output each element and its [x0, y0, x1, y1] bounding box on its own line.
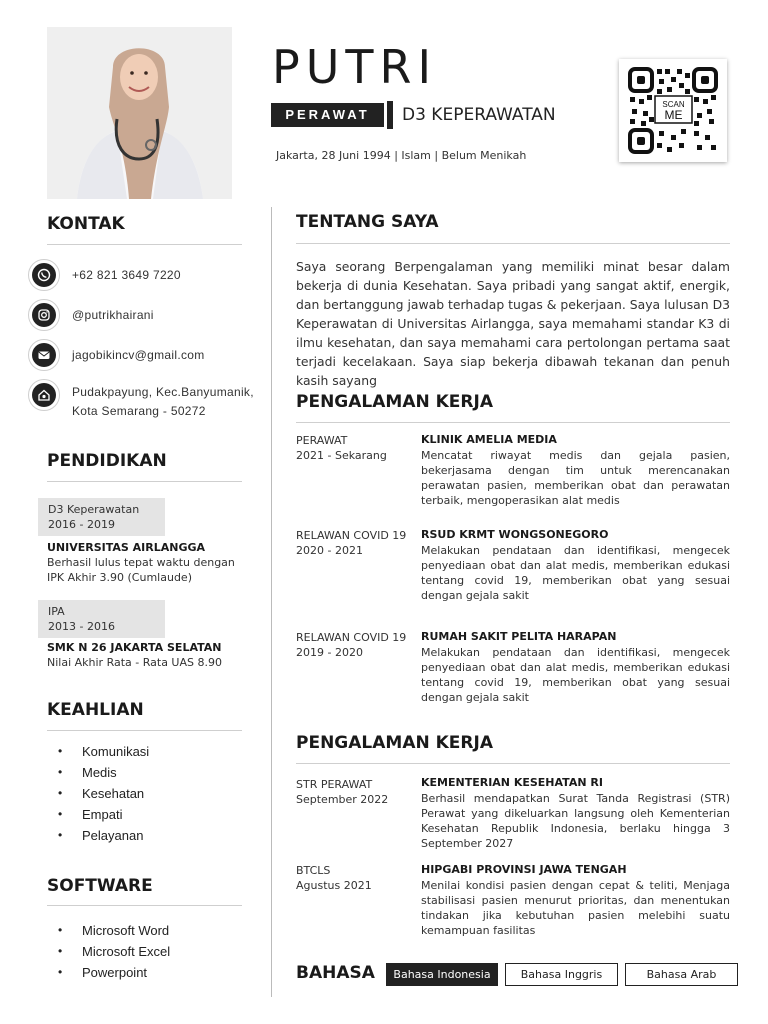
- skill-item: • Kesehatan: [58, 786, 149, 807]
- contact-address-icon-wrap: [28, 379, 60, 411]
- experience-company: RUMAH SAKIT PELITA HARAPAN: [421, 630, 617, 643]
- experience-period: 2021 - Sekarang: [296, 449, 387, 462]
- certification-date: September 2022: [296, 793, 389, 806]
- home-location-icon: [37, 388, 51, 402]
- experience-position: RELAWAN COVID 19: [296, 529, 407, 542]
- experience-desc: Melakukan pendataan dan identifikasi, mengecek penyediaan obat dan alat medis, memberikan edukasi tentang covid 19, memberikan obat yang sesuai dengan gejala sakit: [421, 544, 730, 602]
- certification-date: Agustus 2021: [296, 879, 372, 892]
- languages-heading: BAHASA: [296, 963, 375, 983]
- person-name: PUTRI: [272, 40, 438, 94]
- education-desc-1-line1: Berhasil lulus tepat waktu dengan: [47, 556, 235, 569]
- experience-position: RELAWAN COVID 19: [296, 631, 407, 644]
- about-heading: TENTANG SAYA: [296, 212, 439, 232]
- contact-rule: [47, 244, 242, 245]
- education-major-2: IPA: [48, 605, 65, 618]
- contact-address-line1: Pudakpayung, Kec.Banyumanik,: [72, 385, 254, 399]
- education-years-1: 2016 - 2019: [48, 518, 115, 531]
- skill-item: • Pelayanan: [58, 828, 149, 849]
- personal-info-line: Jakarta, 28 Juni 1994 | Islam | Belum Menikah: [276, 149, 527, 162]
- education-box-1: [38, 498, 165, 536]
- experience-period: 2019 - 2020: [296, 646, 363, 659]
- skill-item: • Medis: [58, 765, 149, 786]
- education-years-2: 2013 - 2016: [48, 620, 115, 633]
- certification-meta-1: [296, 777, 388, 807]
- skills-rule: [47, 730, 242, 731]
- certification-name: STR PERAWAT: [296, 778, 373, 791]
- software-list: [58, 923, 170, 986]
- experience2-rule: [296, 763, 730, 764]
- skill-item: • Empati: [58, 807, 149, 828]
- certification-issuer: KEMENTERIAN KESEHATAN RI: [421, 776, 603, 789]
- role-badge: PERAWAT: [271, 103, 384, 127]
- degree-title: D3 KEPERAWATAN: [402, 105, 556, 125]
- contact-email-icon-wrap: [28, 339, 60, 371]
- language-tag-inggris: Bahasa Inggris: [505, 963, 618, 986]
- contact-instagram-icon-wrap: [28, 299, 60, 331]
- software-heading: SOFTWARE: [47, 876, 153, 896]
- experience-period: 2020 - 2021: [296, 544, 363, 557]
- certification-meta-2: [296, 863, 372, 893]
- about-text: Saya seorang Berpengalaman yang memiliki minat besar dalam bekerja di dunia Kesehatan. Saya pribadi yang sangat aktif, energik, dan bertanggung jawab terhadap tugas & pekerjaan. Saya lulusan D3 Keperawatan di Universitas Airlangga, saya memahami standar K3 di ilmu kesehatan, dan saya memahami cara pertolongan pertama saat terjadi kecelakaan. Saya siap bekerja dibawah tekanan dan penuh kasih sayang: [296, 259, 730, 388]
- whatsapp-icon: [37, 268, 51, 282]
- experience-desc: Mencatat riwayat medis dan gejala pasien, bekerjasama dengan tim untuk merencanakan perawatan pasien, memberikan obat dan perawatan terbaik, mengoperasikan alat medis: [421, 449, 730, 507]
- experience-heading: PENGALAMAN KERJA: [296, 392, 493, 412]
- contact-address-line2: Kota Semarang - 50272: [72, 404, 206, 418]
- column-divider: [271, 207, 272, 997]
- education-desc-1: [47, 555, 235, 585]
- software-item: • Powerpoint: [58, 965, 170, 986]
- qr-code-icon: [619, 59, 727, 162]
- nurse-portrait-image: [47, 27, 232, 199]
- contact-heading: KONTAK: [47, 214, 125, 234]
- contact-instagram[interactable]: @putrikhairani: [72, 308, 154, 322]
- certification-desc: Berhasil mendapatkan Surat Tanda Registrasi (STR) Perawat yang dikeluarkan langsung oleh Kementerian Kesehatan Republik Indonesia, berlaku hingga 3 September 2027: [421, 792, 730, 850]
- education-school-2: SMK N 26 JAKARTA SELATAN: [47, 641, 222, 654]
- software-rule: [47, 905, 242, 906]
- about-rule: [296, 243, 730, 244]
- software-item: • Microsoft Excel: [58, 944, 170, 965]
- education-desc-2: Nilai Akhir Rata - Rata UAS 8.90: [47, 656, 222, 669]
- skill-item: • Komunikasi: [58, 744, 149, 765]
- contact-email[interactable]: jagobikincv@gmail.com: [72, 348, 205, 362]
- language-tag-indonesia: Bahasa Indonesia: [386, 963, 498, 986]
- experience-rule: [296, 422, 730, 423]
- experience-meta-2: [296, 528, 406, 558]
- skills-heading: KEAHLIAN: [47, 700, 144, 720]
- experience-company: RSUD KRMT WONGSONEGORO: [421, 528, 609, 541]
- language-tag-arab: Bahasa Arab: [625, 963, 738, 986]
- qr-code[interactable]: [619, 59, 727, 162]
- education-rule: [47, 481, 242, 482]
- certification-desc: Menilai kondisi pasien dengan cepat & teliti, Menjaga stabilisasi pasien menurut prioritas, dan menentukan tindakan jika kebutuhan pasien melebihi suatu kemampuan fasilitas: [421, 879, 730, 937]
- experience-desc: Melakukan pendataan dan identifikasi, mengecek penyediaan obat dan alat medis, memberikan edukasi tentang covid 19, memberikan obat yang sesuai dengan gejala sakit: [421, 646, 730, 704]
- contact-phone[interactable]: +62 821 3649 7220: [72, 268, 181, 282]
- qr-scan-label: SCAN: [662, 100, 685, 109]
- experience-position: PERAWAT: [296, 434, 348, 447]
- experience-meta-1: [296, 433, 387, 463]
- experience2-heading: PENGALAMAN KERJA: [296, 733, 493, 753]
- education-desc-1-line2: IPK Akhir 3.90 (Cumlaude): [47, 571, 192, 584]
- email-icon: [37, 348, 51, 362]
- certification-issuer: HIPGABI PROVINSI JAWA TENGAH: [421, 863, 627, 876]
- contact-phone-icon-wrap: [28, 259, 60, 291]
- instagram-icon: [37, 308, 51, 322]
- education-box-2: [38, 600, 165, 638]
- experience-meta-3: [296, 630, 406, 660]
- skills-list: [58, 744, 149, 849]
- certification-name: BTCLS: [296, 864, 331, 877]
- education-heading: PENDIDIKAN: [47, 451, 167, 471]
- experience-company: KLINIK AMELIA MEDIA: [421, 433, 557, 446]
- profile-photo: [47, 27, 232, 199]
- contact-address: [72, 383, 254, 421]
- software-item: • Microsoft Word: [58, 923, 170, 944]
- education-school-1: UNIVERSITAS AIRLANGGA: [47, 541, 206, 554]
- qr-me-label: ME: [664, 108, 683, 122]
- role-accent-bar: [387, 101, 393, 129]
- education-major-1: D3 Keperawatan: [48, 503, 140, 516]
